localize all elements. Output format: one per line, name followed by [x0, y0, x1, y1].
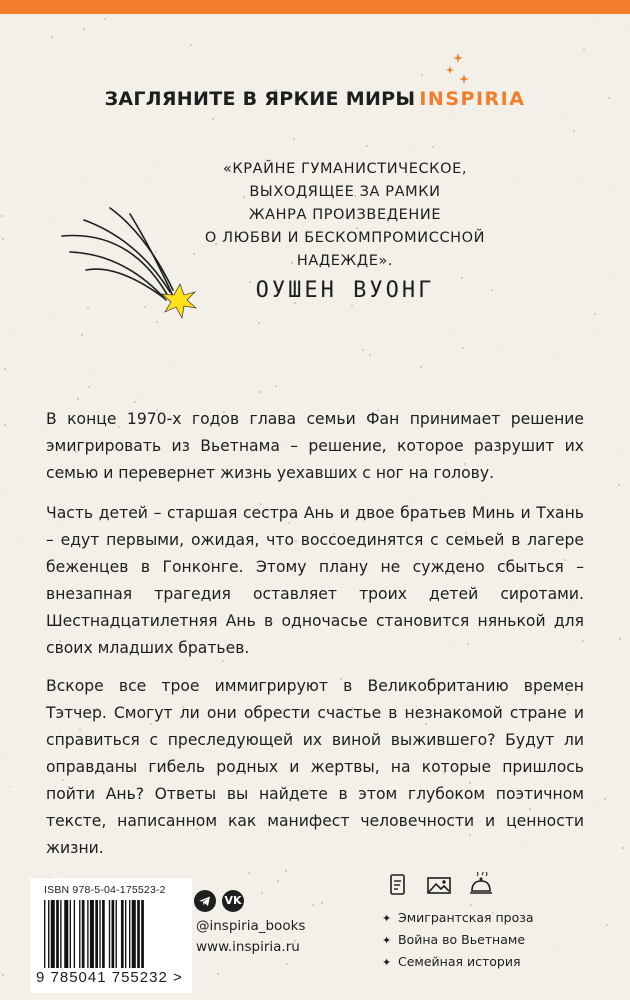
barcode-bar: [51, 900, 55, 968]
website-link[interactable]: www.inspiria.ru: [196, 939, 300, 955]
speckle-dot: [441, 975, 442, 976]
speckle-dot: [593, 599, 594, 600]
speckle-dot: [594, 17, 595, 18]
speckle-dot: [597, 334, 598, 335]
speckle-dot: [5, 757, 6, 758]
speckle-dot: [55, 361, 56, 362]
speckle-dot: [90, 160, 91, 161]
book-icon: [384, 872, 410, 898]
shooting-star-illustration: [60, 200, 210, 330]
speckle-dot: [413, 497, 414, 498]
series-header-text: ЗАГЛЯНИТЕ В ЯРКИЕ МИРЫ: [104, 88, 416, 110]
barcode-bar: [132, 900, 136, 968]
barcode-bar: [102, 900, 105, 968]
speckle-dot: [70, 337, 71, 338]
speckle-dot: [369, 354, 371, 356]
quote-author: ОУШЕН ВУОНГ: [255, 278, 435, 303]
speckle-dot: [11, 195, 12, 196]
speckle-dot: [547, 228, 548, 229]
speckle-dot: [615, 275, 616, 276]
ean-digits: 9 785041 755232 >: [36, 969, 183, 986]
speckle-dot: [302, 81, 303, 82]
speckle-dot: [134, 401, 136, 403]
barcode-bar: [87, 900, 88, 968]
genre-item: ✦ Эмигрантская проза: [382, 910, 534, 925]
speckle-dot: [206, 42, 207, 43]
speckle-dot: [275, 385, 277, 387]
speckle-dot: [498, 350, 499, 351]
barcode-bars: [44, 900, 184, 968]
quote-line: ЖАНРА ПРОИЗВЕДЕНИЕ: [248, 207, 442, 223]
description-paragraph-3: Вскоре все трое иммигрируют в Великобританию времен Тэтчер. Смогут ли они обрести счастье в незнакомой стране и справиться с преследующей их виной выжившего? Будут ли оправданы гибель родных и жертвы, на которые пришлось пойти Ань? Ответы вы найдете в этом глубоком поэтичном тексте, написанном как манифест человечности и ценности жизни.: [46, 677, 584, 857]
speckle-dot: [107, 495, 108, 496]
speckle-dot: [0, 493, 1, 494]
speckle-dot: [1, 215, 3, 217]
star-bullet-icon: ✦: [382, 956, 392, 969]
speckle-dot: [88, 386, 90, 388]
speckle-dot: [356, 911, 357, 912]
speckle-dot: [594, 313, 596, 315]
genre-item: ✦ Война во Вьетнаме: [382, 932, 526, 947]
speckle-dot: [85, 177, 86, 178]
speckle-dot: [277, 880, 279, 882]
speckle-dot: [55, 315, 56, 316]
speckle-dot: [83, 28, 85, 30]
speckle-dot: [563, 118, 564, 119]
speckle-dot: [470, 904, 472, 906]
barcode-bar: [70, 900, 71, 968]
speckle-dot: [42, 426, 43, 427]
speckle-dot: [139, 398, 140, 399]
speckle-dot: [321, 902, 323, 904]
barcode-bar: [82, 900, 85, 968]
speckle-dot: [573, 130, 575, 132]
speckle-dot: [478, 359, 479, 360]
speckle-dot: [293, 138, 295, 140]
speckle-dot: [622, 847, 624, 849]
description-paragraph-2: Часть детей – старшая сестра Ань и двое братьев Минь и Тхань – едут первыми, ожидая, что воссоединятся с семьей в лагере беженцев в Гонконге. Этому плану не суждено сбыться – внезапная трагедия оставляет троих детей сиротами. Шестнадцатилетняя Ань в одночасье становится нянькой для своих младших братьев.: [46, 504, 584, 657]
speckle-dot: [413, 868, 414, 869]
speckle-dot: [600, 520, 601, 521]
sparkles-icon: [444, 52, 474, 88]
speckle-dot: [77, 131, 78, 132]
brand-name: INSPIRIA: [419, 88, 526, 110]
speckle-dot: [104, 18, 106, 20]
speckle-dot: [4, 424, 6, 426]
barcode-bar: [64, 900, 68, 968]
speckle-dot: [350, 493, 351, 494]
speckle-dot: [381, 392, 382, 393]
vk-icon[interactable]: VK: [222, 890, 244, 912]
speckle-dot: [51, 83, 52, 84]
speckle-dot: [63, 872, 64, 873]
speckle-dot: [606, 891, 607, 892]
speckle-dot: [583, 49, 585, 51]
speckle-dot: [620, 661, 621, 662]
speckle-dot: [423, 926, 424, 927]
speckle-dot: [604, 798, 606, 800]
speckle-dot: [53, 175, 54, 176]
speckle-dot: [500, 147, 501, 148]
star-bullet-icon: ✦: [382, 934, 392, 947]
social-handle[interactable]: @inspiria_books: [196, 918, 306, 934]
cloche-icon: [468, 872, 494, 898]
series-header: [0, 88, 630, 110]
speckle-dot: [408, 149, 409, 150]
barcode-bar: [121, 900, 124, 968]
barcode-bar: [141, 900, 144, 968]
speckle-dot: [212, 118, 214, 120]
speckle-dot: [601, 613, 602, 614]
speckle-dot: [342, 339, 343, 340]
speckle-dot: [519, 190, 520, 191]
barcode-bar: [74, 900, 75, 968]
quote-line: НАДЕЖДЕ».: [296, 253, 394, 269]
description-paragraph-1: В конце 1970-х годов глава семьи Фан принимает решение эмигрировать из Вьетнама – решение, которое разрушит их семью и перевернет жизнь уехавших с ног на голову.: [46, 410, 584, 482]
barcode-bar: [95, 900, 98, 968]
speckle-dot: [618, 484, 620, 486]
quote-line: «КРАЙНЕ ГУМАНИСТИЧЕСКОЕ,: [222, 161, 468, 177]
speckle-dot: [153, 135, 154, 136]
speckle-dot: [2, 623, 3, 624]
barcode-bar: [116, 900, 117, 968]
speckle-dot: [18, 542, 19, 543]
quote-line: ВЫХОДЯЩЕЕ ЗА РАМКИ: [249, 184, 441, 200]
speckle-dot: [248, 872, 250, 874]
speckle-dot: [177, 16, 178, 17]
speckle-dot: [625, 29, 626, 30]
speckle-dot: [32, 377, 33, 378]
speckle-dot: [288, 864, 289, 865]
speckle-dot: [156, 161, 157, 162]
speckle-dot: [592, 802, 593, 803]
speckle-dot: [421, 74, 423, 76]
quote-line: О ЛЮБВИ И БЕСКОМПРОМИССНОЙ: [204, 230, 486, 246]
speckle-dot: [261, 892, 263, 894]
speckle-dot: [330, 324, 331, 325]
speckle-dot: [472, 40, 473, 41]
speckle-dot: [526, 950, 527, 951]
speckle-dot: [152, 65, 153, 66]
speckle-dot: [285, 870, 287, 872]
barcode-bar: [125, 900, 126, 968]
barcode-bar: [60, 900, 61, 968]
speckle-dot: [312, 904, 314, 906]
isbn-text: ISBN 978-5-04-175523-2: [44, 884, 166, 896]
barcode-bar: [137, 900, 140, 968]
barcode-bar: [79, 900, 80, 968]
speckle-dot: [81, 334, 83, 336]
speckle-dot: [366, 145, 368, 147]
speckle-dot: [4, 368, 6, 370]
barcode-bar: [56, 900, 59, 968]
speckle-dot: [110, 85, 111, 86]
speckle-dot: [420, 366, 422, 368]
speckle-dot: [519, 181, 520, 182]
barcode-bar: [109, 900, 110, 968]
picture-icon: [426, 872, 452, 898]
speckle-dot: [172, 361, 173, 362]
speckle-dot: [2, 238, 4, 240]
barcode-bar: [44, 900, 45, 968]
speckle-dot: [555, 945, 556, 946]
speckle-dot: [606, 924, 608, 926]
speckle-dot: [610, 190, 611, 191]
barcode-bar: [48, 900, 49, 968]
speckle-dot: [35, 267, 36, 268]
speckle-dot: [394, 379, 395, 380]
speckle-dot: [351, 305, 353, 307]
speckle-dot: [9, 791, 10, 792]
speckle-dot: [305, 78, 306, 79]
genre-item: ✦ Семейная история: [382, 954, 521, 969]
speckle-dot: [190, 44, 192, 46]
barcode-bar: [112, 900, 115, 968]
review-quote: [200, 158, 490, 273]
speckle-dot: [491, 289, 493, 291]
speckle-dot: [93, 369, 94, 370]
speckle-dot: [619, 638, 621, 640]
speckle-dot: [362, 349, 364, 351]
speckle-dot: [16, 224, 17, 225]
speckle-dot: [15, 333, 16, 334]
speckle-dot: [432, 146, 434, 148]
speckle-dot: [483, 360, 484, 361]
speckle-dot: [51, 36, 53, 38]
speckle-dot: [616, 452, 617, 453]
barcode-panel: [30, 878, 192, 993]
speckle-dot: [601, 449, 602, 450]
telegram-icon[interactable]: [194, 890, 216, 912]
speckle-dot: [492, 987, 493, 988]
star-bullet-icon: ✦: [382, 912, 392, 925]
speckle-dot: [561, 275, 562, 276]
top-orange-stripe: [0, 0, 630, 14]
barcode-bar: [129, 900, 130, 968]
speckle-dot: [453, 329, 454, 330]
speckle-dot: [455, 117, 456, 118]
speckle-dot: [462, 347, 464, 349]
speckle-dot: [259, 391, 261, 393]
speckle-dot: [77, 398, 79, 400]
barcode-bar: [99, 900, 100, 968]
speckle-dot: [2, 974, 4, 976]
barcode-bar: [90, 900, 94, 968]
speckle-dot: [309, 67, 310, 68]
speckle-dot: [10, 786, 11, 787]
speckle-dot: [556, 353, 557, 354]
speckle-dot: [575, 110, 576, 111]
speckle-dot: [53, 222, 54, 223]
speckle-dot: [151, 178, 152, 179]
speckle-dot: [217, 973, 219, 975]
speckle-dot: [576, 180, 577, 181]
speckle-dot: [258, 322, 260, 324]
speckle-dot: [286, 963, 288, 965]
